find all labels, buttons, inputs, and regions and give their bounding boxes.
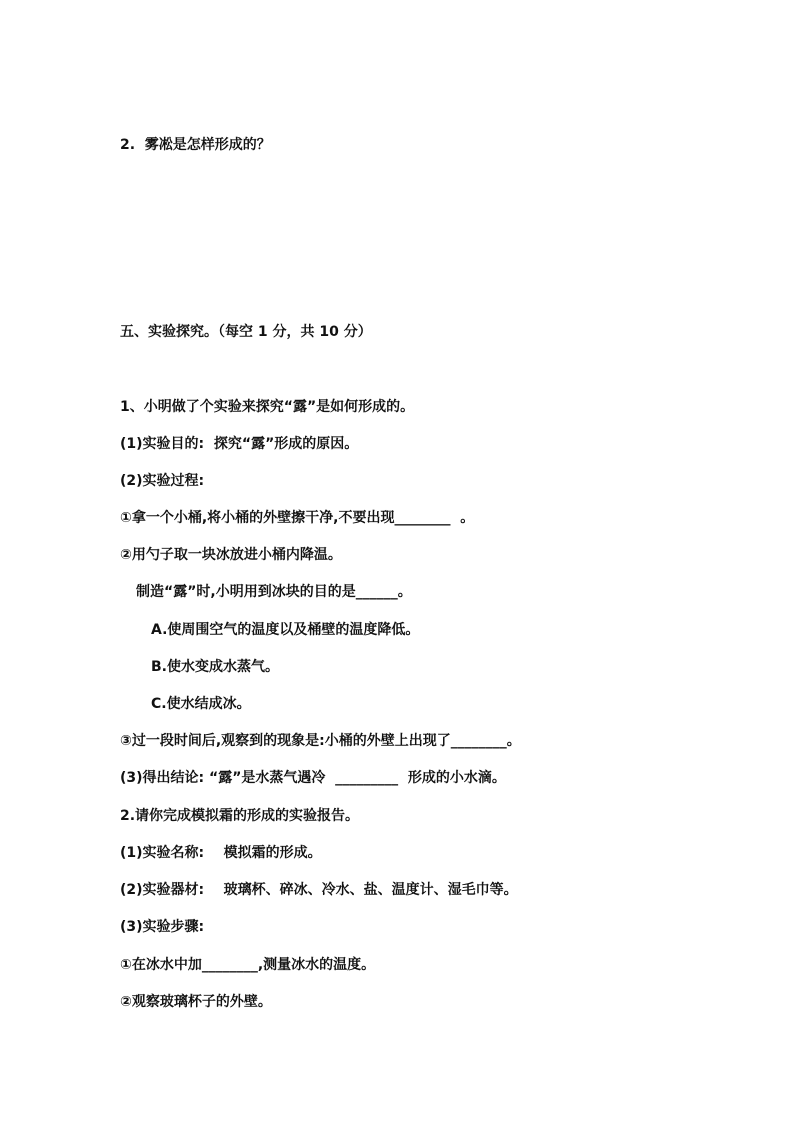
experiment-1-option-a: A.使周围空气的温度以及桶壁的温度降低。 [151,622,420,638]
experiment-2-step-2: ②观察玻璃杯子的外壁。 [120,994,272,1010]
experiment-1-purpose: (1)实验目的: 探究“露”形成的原因。 [120,436,359,452]
experiment-1-step-2: ②用勺子取一块冰放进小桶内降温。 [120,547,342,563]
experiment-1-step-1: ①拿一个小桶,将小桶的外壁擦干净,不要出现________ 。 [120,510,475,526]
question-2-title: 2. 雾凇是怎样形成的？ [120,137,271,153]
experiment-2-equipment: (2)实验器材: 玻璃杯、碎冰、冷水、盐、温度计、湿毛巾等。 [120,882,518,898]
experiment-2-name: (1)实验名称: 模拟霜的形成。 [120,845,322,861]
experiment-2-steps-label: (3)实验步骤: [120,919,205,935]
experiment-2-step-1: ①在冰水中加________,测量冰水的温度。 [120,957,376,973]
experiment-1-question: 制造“露”时,小明用到冰块的目的是______。 [136,584,412,600]
experiment-1-option-c: C.使水结成冰。 [151,696,251,712]
experiment-2-intro: 2.请你完成模拟霜的形成的实验报告。 [120,808,360,824]
experiment-1-option-b: B.使水变成水蒸气。 [151,659,279,675]
experiment-1-conclusion: (3)得出结论: “露”是水蒸气遇冷 _________ 形成的小水滴。 [120,770,506,786]
experiment-1-intro: 1、小明做了个实验来探究“露”是如何形成的。 [120,399,415,415]
section-5-heading: 五、实验探究。（每空 1 分，共 10 分） [120,324,372,340]
experiment-1-step-3: ③过一段时间后,观察到的现象是:小桶的外壁上出现了________。 [120,733,521,749]
experiment-1-process-label: (2)实验过程: [120,473,205,489]
